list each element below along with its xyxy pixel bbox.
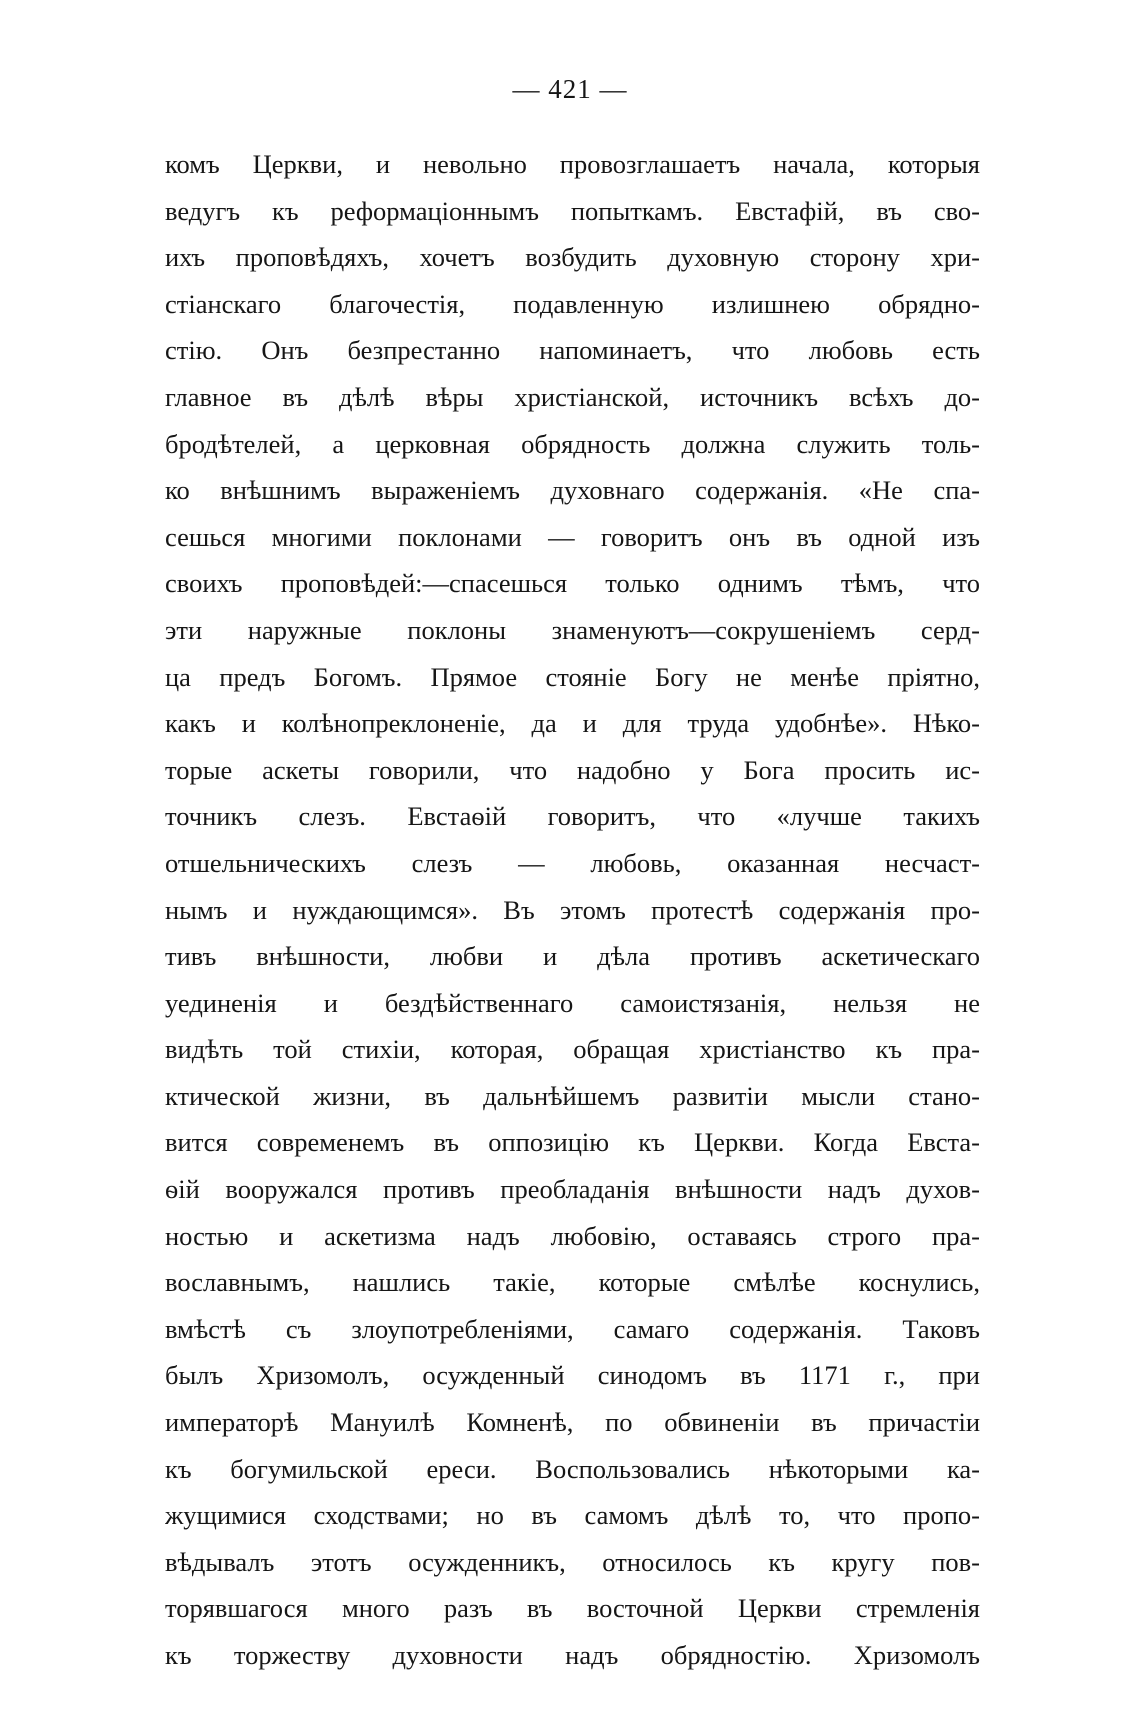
- text-line: торые аскеты говорили, что надобно у Бога просить ис-: [165, 754, 980, 785]
- text-line: къ торжеству духовности надъ обрядностію. Хризомолъ: [165, 1640, 980, 1670]
- text-line: отшельническихъ слезъ — любовь, оказанная несчаст-: [165, 847, 980, 878]
- text-line: какъ и колѣнопреклоненіе, да и для труда удобнѣе». Нѣко-: [165, 708, 980, 739]
- text-line: вится современемъ въ оппозицію къ Церкви. Когда Евста-: [165, 1127, 980, 1158]
- text-line: точникъ слезъ. Евстаѳій говоритъ, что «лучше такихъ: [165, 801, 980, 832]
- text-line: былъ Хризомолъ, осужденный синодомъ въ 1171 г., при: [165, 1360, 980, 1391]
- text-line: ца предъ Богомъ. Прямое стояніе Богу не менѣе пріятно,: [165, 661, 980, 692]
- page-number: — 421 —: [512, 74, 628, 104]
- text-line: жущимися сходствами; но въ самомъ дѣлѣ то, что пропо-: [165, 1500, 980, 1531]
- text-line: видѣть той стихіи, которая, обращая христіанство къ пра-: [165, 1034, 980, 1065]
- text-line: ктической жизни, въ дальнѣйшемъ развитіи мысли стано-: [165, 1080, 980, 1111]
- text-line: тивъ внѣшности, любви и дѣла противъ аскетическаго: [165, 941, 980, 972]
- text-line: главное въ дѣлѣ вѣры христіанской, источникъ всѣхъ до-: [165, 381, 980, 412]
- text-line: торявшагося много разъ въ восточной Церкви стремленія: [165, 1593, 980, 1624]
- text-line: императорѣ Мануилѣ Комненѣ, по обвиненіи въ причастіи: [165, 1407, 980, 1438]
- text-line: стіанскаго благочестія, подавленную излишнею обрядно-: [165, 288, 980, 319]
- text-line: ѳій вооружался противъ преобладанія внѣшности надъ духов-: [165, 1174, 980, 1205]
- text-line: ихъ проповѣдяхъ, хочетъ возбудить духовную сторону хри-: [165, 242, 980, 273]
- text-line: нымъ и нуждающимся». Въ этомъ протестѣ содержанія про-: [165, 894, 980, 925]
- text-line: комъ Церкви, и невольно провозглашаетъ начала, которыя: [165, 149, 980, 179]
- text-line: ко внѣшнимъ выраженіемъ духовнаго содержанія. «Не спа-: [165, 475, 980, 506]
- text-line: бродѣтелей, а церковная обрядность должна служить толь-: [165, 428, 980, 459]
- text-line: вославнымъ, нашлись такіе, которые смѣлѣе коснулись,: [165, 1267, 980, 1298]
- text-line: сешься многими поклонами — говоритъ онъ въ одной изъ: [165, 521, 980, 552]
- text-line: ностью и аскетизма надъ любовію, оставаясь строго пра-: [165, 1220, 980, 1251]
- body-text: [165, 141, 980, 1679]
- text-line: стію. Онъ безпрестанно напоминаетъ, что любовь есть: [165, 335, 980, 366]
- text-line: вмѣстѣ съ злоупотребленіями, самаго содержанія. Таковъ: [165, 1313, 980, 1344]
- text-line: къ богумильской ереси. Воспользовались нѣкоторыми ка-: [165, 1453, 980, 1484]
- text-line: эти наружные поклоны знаменуютъ—сокрушеніемъ серд-: [165, 614, 980, 645]
- text-line: ведугъ къ реформаціоннымъ попыткамъ. Евстафій, въ сво-: [165, 195, 980, 226]
- text-line: уединенія и бездѣйственнаго самоистязанія, нельзя не: [165, 987, 980, 1018]
- text-line: вѣдывалъ этотъ осужденникъ, относилось къ кругу пов-: [165, 1546, 980, 1577]
- text-line: своихъ проповѣдей:—спасешься только однимъ тѣмъ, что: [165, 568, 980, 599]
